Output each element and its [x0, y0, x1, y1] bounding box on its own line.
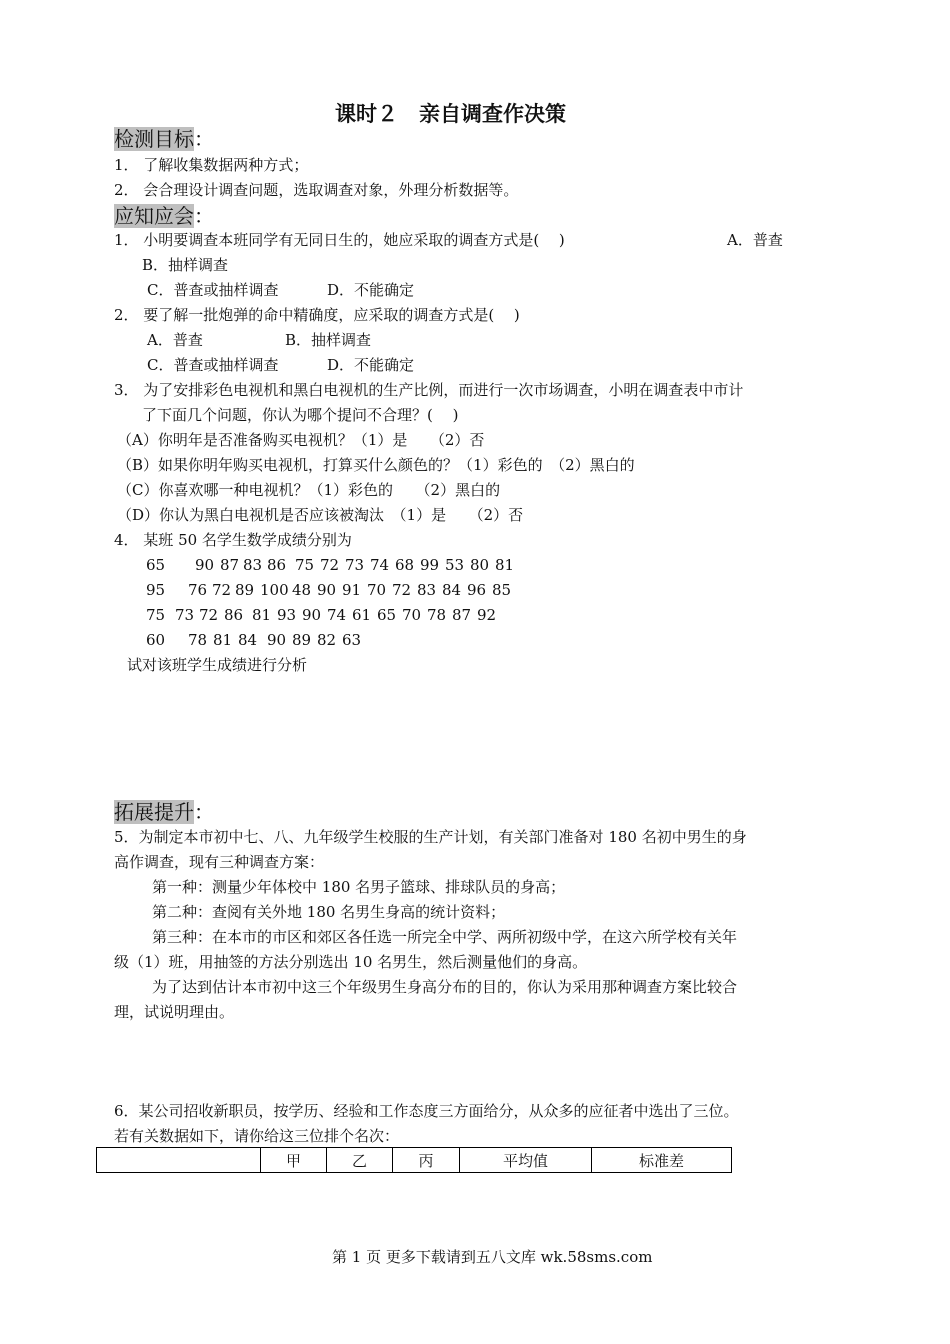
score-value: 86 [224, 606, 244, 624]
score-value: 61 [352, 606, 372, 624]
score-value: 81 [213, 631, 233, 649]
score-value: 96 [467, 581, 487, 599]
table-header-cell: 丙 [393, 1148, 460, 1173]
objective-2: 2． 会合理设计调查问题，选取调查对象，外理分析数据等。 [114, 181, 519, 199]
heading-colon: ： [194, 127, 214, 151]
score-value: 100 [260, 581, 289, 599]
score-value: 81 [495, 556, 515, 574]
q3-choice-c: （C）你喜欢哪一种电视机？（1）彩色的 （2）黑白的 [117, 481, 501, 499]
q1-option-d: D．不能确定 [327, 281, 415, 299]
score-value: 72 [320, 556, 340, 574]
score-value: 63 [342, 631, 362, 649]
score-value: 78 [188, 631, 208, 649]
q2-option-d: D．不能确定 [327, 356, 415, 374]
q3-choice-d: （D）你认为黑白电视机是否应该被淘汰 （1）是 （2）否 [117, 506, 524, 524]
page-title: 课时２ 亲自调查作决策 [335, 101, 566, 126]
q5-ask-line1: 为了达到估计本市初中这三个年级男生身高分布的目的，你认为采用那种调查方案比较合 [152, 978, 738, 996]
score-value: 84 [442, 581, 462, 599]
q2-option-a: A．普查 [147, 331, 203, 349]
score-value: 93 [277, 606, 297, 624]
q3-choice-b: （B）如果你明年购买电视机，打算买什么颜色的？（1）彩色的 （2）黑白的 [117, 456, 635, 474]
score-value: 87 [220, 556, 240, 574]
score-value: 84 [238, 631, 258, 649]
score-value: 80 [470, 556, 490, 574]
table-header-cell: 平均值 [460, 1148, 592, 1173]
score-value: 70 [367, 581, 387, 599]
score-value: 78 [427, 606, 447, 624]
objective-1: 1． 了解收集数据两种方式； [114, 156, 309, 174]
q1-option-a: A．普查 [727, 231, 783, 249]
table-header-cell [97, 1148, 261, 1173]
score-value: 87 [452, 606, 472, 624]
score-value: 65 [146, 556, 166, 574]
score-value: 74 [370, 556, 390, 574]
q3-choice-a: （A）你明年是否准备购买电视机？（1）是 （2）否 [117, 431, 485, 449]
score-value: 68 [395, 556, 415, 574]
score-row [146, 605, 502, 625]
q4-stem: 4． 某班 50 名学生数学成绩分别为 [114, 531, 352, 549]
extension-heading: 拓展提升 [114, 800, 194, 824]
table-header-cell: 标准差 [592, 1148, 732, 1173]
score-value: 85 [492, 581, 512, 599]
q3-stem-line2: 了下面几个问题，你认为哪个提问不合理？( ) [142, 406, 459, 424]
score-value: 99 [420, 556, 440, 574]
page-footer: 第 1 页 更多下载请到五八文库 wk.58sms.com [332, 1248, 653, 1266]
score-value: 72 [199, 606, 219, 624]
q2-stem: 2． 要了解一批炮弹的命中精确度，应采取的调查方式是( ) [114, 306, 520, 324]
section-heading-should-know [114, 203, 214, 229]
q2-option-c: C．普查或抽样调查 [147, 356, 279, 374]
score-value: 73 [175, 606, 195, 624]
score-value: 83 [243, 556, 263, 574]
q4-task: 试对该班学生成绩进行分析 [127, 656, 308, 674]
q6-line2: 若有关数据如下，请你给这三位排个名次： [114, 1127, 400, 1145]
q1-option-c: C．普查或抽样调查 [147, 281, 279, 299]
score-value: 86 [267, 556, 287, 574]
score-value: 60 [146, 631, 166, 649]
score-value: 95 [146, 581, 166, 599]
q5-plan3-line2: 级（1）班，用抽签的方法分别选出 10 名男生，然后测量他们的身高。 [114, 953, 588, 971]
heading-colon: ： [194, 800, 214, 824]
score-value: 72 [392, 581, 412, 599]
q5-plan1: 第一种：测量少年体校中 180 名男子篮球、排球队员的身高； [152, 878, 566, 896]
q5-line2: 高作调查，现有三种调查方案： [114, 853, 325, 871]
score-value: 90 [302, 606, 322, 624]
score-value: 81 [252, 606, 272, 624]
score-value: 92 [477, 606, 497, 624]
table-header-row [97, 1148, 732, 1173]
q5-plan3-line1: 第三种：在本市的市区和郊区各任选一所完全中学、两所初级中学，在这六所学校有关年 [152, 928, 738, 946]
score-value: 90 [267, 631, 287, 649]
score-value: 82 [317, 631, 337, 649]
should-know-heading: 应知应会 [114, 204, 194, 228]
score-value: 76 [188, 581, 208, 599]
score-value: 53 [445, 556, 465, 574]
score-value: 89 [235, 581, 255, 599]
score-row [146, 580, 517, 600]
q1-stem: 1． 小明要调查本班同学有无同日生的，她应采取的调查方式是( ) [114, 231, 565, 249]
section-heading-objectives [114, 126, 214, 152]
section-heading-extension [114, 799, 214, 825]
score-value: 83 [417, 581, 437, 599]
q5-ask-line2: 理，试说明理由。 [114, 1003, 235, 1021]
table-header-cell: 乙 [327, 1148, 393, 1173]
score-value: 75 [295, 556, 315, 574]
score-value: 73 [345, 556, 365, 574]
table-header-cell: 甲 [261, 1148, 327, 1173]
q5-plan2: 第二种：查阅有关外地 180 名男生身高的统计资料； [152, 903, 506, 921]
score-value: 74 [327, 606, 347, 624]
score-value: 65 [377, 606, 397, 624]
score-value: 91 [342, 581, 362, 599]
score-value: 90 [317, 581, 337, 599]
score-value: 90 [195, 556, 215, 574]
heading-colon: ： [194, 204, 214, 228]
q3-stem-line1: 3． 为了安排彩色电视机和黑白电视机的生产比例，而进行一次市场调查，小明在调查表中市计 [114, 381, 744, 399]
score-value: 48 [292, 581, 312, 599]
objectives-heading: 检测目标 [114, 127, 194, 151]
score-value: 70 [402, 606, 422, 624]
score-row [146, 555, 520, 575]
q5-line1: 5．为制定本市初中七、八、九年级学生校服的生产计划，有关部门准备对 180 名初中男生的身 [114, 828, 747, 846]
score-value: 72 [212, 581, 232, 599]
score-row [146, 630, 367, 650]
score-value: 75 [146, 606, 166, 624]
q1-option-b: B．抽样调查 [142, 256, 229, 274]
q2-option-b: B．抽样调查 [285, 331, 372, 349]
q6-line1: 6．某公司招收新职员，按学历、经验和工作态度三方面给分，从众多的应征者中选出了三位。 [114, 1102, 739, 1120]
score-value: 89 [292, 631, 312, 649]
candidate-table [96, 1147, 732, 1173]
